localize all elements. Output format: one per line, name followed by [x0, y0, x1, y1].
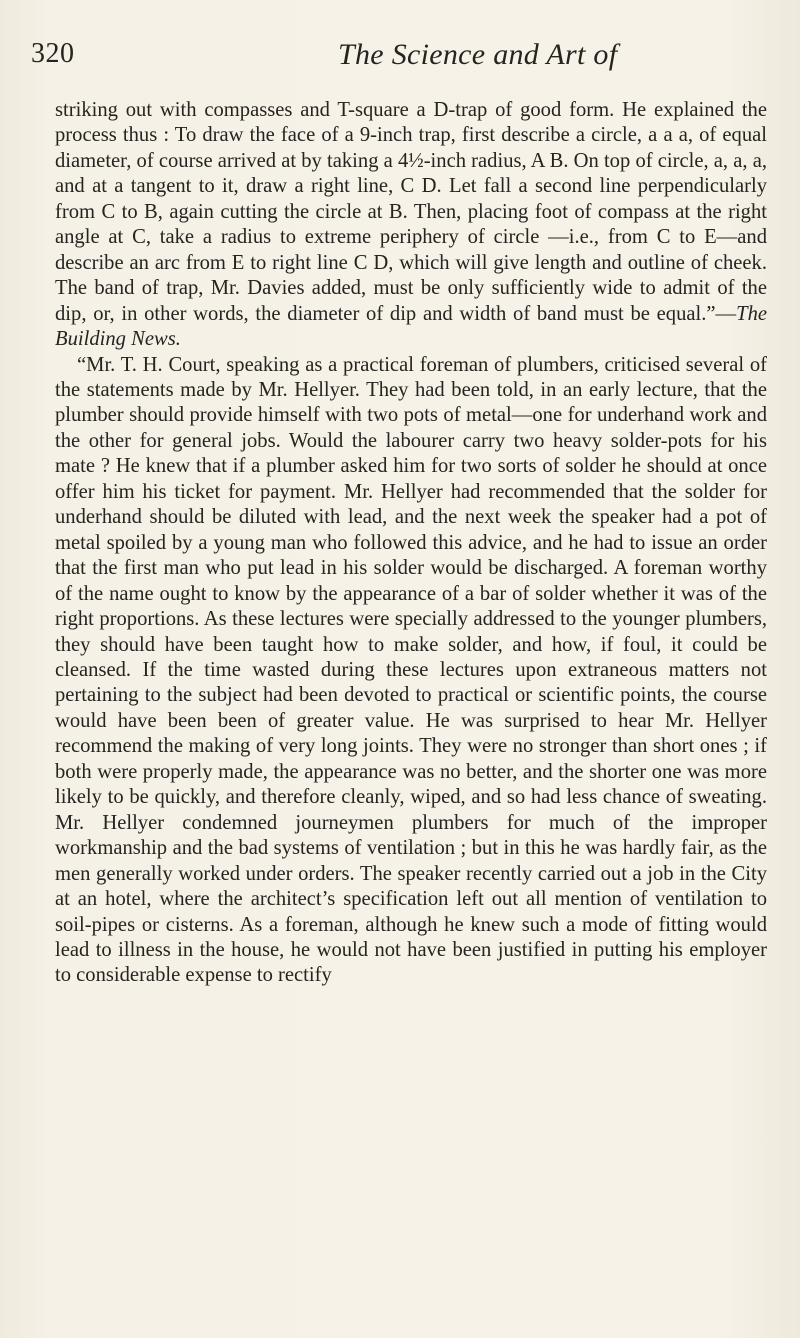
running-title: The Science and Art of — [338, 38, 618, 71]
paragraph-trap-drawing — [55, 98, 767, 353]
paragraph-court-statement — [55, 353, 767, 989]
page-number: 320 — [31, 38, 75, 69]
paragraph-text: striking out with compasses and T-square a D-trap of good form. He explained the process thus : To draw the face of a 9-inch trap, first describe a circle, a a a, of equal diameter, of course arrived at by taking a 4½-inch radius, A B. On top of circle, a, a, a, and at a tangent to it, draw a right line, C D. Let fall a second line perpendicularly from C to B, again cutting the circle at B. Then, placing foot of compass at the right angle at C, take a radius to extreme periphery of circle —i.e., from C to E—and describe an arc from E to right line C D, which will give length and outline of cheek. The band of trap, Mr. Davies added, must be only sufficiently wide to admit of the dip, or, in other words, the diameter of dip and width of band must be equal.”— — [55, 99, 767, 325]
body-text — [55, 98, 767, 989]
paragraph-text: “Mr. T. H. Court, speaking as a practical foreman of plumbers, criticised several of the statements made by Mr. Hellyer. They had been told, in an early lecture, that the plumber should provide himself with two pots of metal—one for underhand work and the other for general jobs. Would the labourer carry two heavy solder-pots for his mate ? He knew that if a plumber asked him for two sorts of solder he should at once offer him his ticket for payment. Mr. Hellyer had recommended that the solder for underhand should be diluted with lead, and the next week the speaker had a pot of metal spoiled by a young man who followed this advice, and he had to issue an order that the first man who put lead in his solder would be discharged. A foreman worthy of the name ought to know by the appearance of a bar of solder whether it was of the right proportions. As these lectures were specially addressed to the younger plumbers, they should have been taught how to make solder, and how, if foul, it could be cleansed. If the time wasted during these lectures upon extraneous matters not pertaining to the subject had been devoted to practical or scientific points, the course would have been been of greater value. He was surprised to hear Mr. Hellyer recommend the making of very long joints. They were no stronger than short ones ; if both were properly made, the appearance was no better, and the shorter one was more likely to be quickly, and therefore cleanly, wiped, and so had less chance of sweating. Mr. Hellyer condemned journeymen plumbers for much of the improper workmanship and the bad systems of ventilation ; but in this he was hardly fair, as the men generally worked under orders. The speaker recently carried out a job in the City at an hotel, where the architect’s specification left out all mention of ventilation to soil-pipes or cisterns. As a foreman, although he knew such a mode of fitting would lead to illness in the house, he would not have been justified in putting his employer to considerable expense to rectify — [55, 353, 767, 987]
page-header — [0, 38, 800, 78]
source-citation: The Building News. — [55, 302, 767, 351]
